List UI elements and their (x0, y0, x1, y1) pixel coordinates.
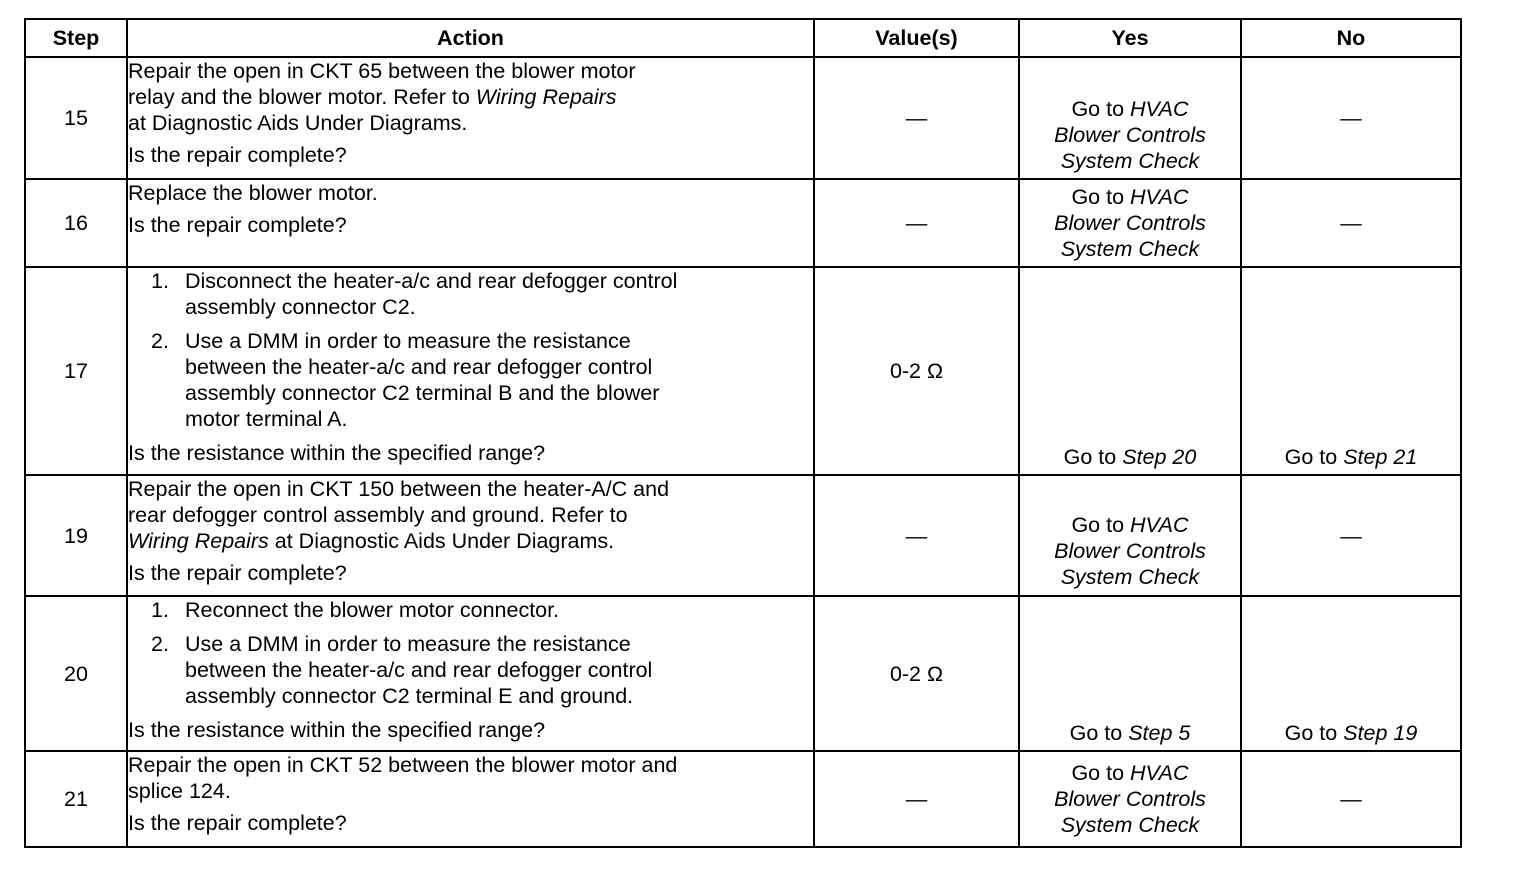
table-row (25, 179, 1461, 267)
no-cell: — (1241, 179, 1461, 267)
action-question: Is the repair complete? (128, 561, 347, 585)
yes-link[interactable]: Step 20 (1122, 445, 1197, 469)
yes-link[interactable]: HVAC (1130, 185, 1189, 209)
action-cell (127, 179, 814, 267)
yes-link[interactable]: HVAC (1130, 761, 1189, 785)
no-link[interactable]: Step 21 (1343, 445, 1418, 469)
action-text: rear defogger control assembly and ground. Refer to (128, 503, 628, 527)
yes-cell: Go to HVAC Blower Controls System Check (1019, 57, 1241, 179)
yes-link[interactable]: System Check (1060, 813, 1200, 837)
action-text: Repair the open in CKT 52 between the blower motor and (128, 753, 678, 777)
yes-cell: Go to HVAC Blower Controls System Check (1019, 751, 1241, 847)
yes-link[interactable]: System Check (1060, 564, 1200, 589)
no-link[interactable]: Step 19 (1343, 721, 1418, 745)
header-values: Value(s) (814, 19, 1019, 57)
action-question: Is the resistance within the specified range? (128, 718, 546, 742)
step-number: 16 (25, 179, 127, 267)
action-cell (127, 751, 814, 847)
table-row (25, 57, 1461, 179)
yes-link[interactable]: Blower Controls (1054, 123, 1206, 147)
substep-item: 2. Use a DMM in order to measure the resistance between the heater-a/c and rear defogger control assembly connector C2 terminal B and the blower motor terminal A. (151, 329, 660, 431)
value-cell: — (814, 751, 1019, 847)
value-cell: — (814, 179, 1019, 267)
yes-link[interactable]: System Check (1060, 237, 1200, 261)
diagnostic-table (24, 18, 1462, 848)
step-number: 15 (25, 57, 127, 179)
header-action: Action (127, 19, 814, 57)
value-cell: 0-2 Ω (814, 596, 1019, 751)
yes-link[interactable]: HVAC (1130, 512, 1189, 537)
header-step: Step (25, 19, 127, 57)
yes-cell: Go to Step 20 (1019, 267, 1241, 475)
table-row (25, 267, 1461, 475)
action-text: Repair the open in CKT 150 between the heater-A/C and (128, 477, 670, 501)
action-text: relay and the blower motor. Refer to Wiring Repairs (128, 85, 617, 109)
action-cell (127, 475, 814, 596)
value-cell: — (814, 57, 1019, 179)
action-question: Is the resistance within the specified range? (128, 441, 546, 465)
table-row (25, 596, 1461, 751)
action-text: splice 124. (128, 779, 231, 803)
yes-link[interactable]: Blower Controls (1054, 787, 1206, 811)
step-number: 19 (25, 475, 127, 596)
substep-item: 2. Use a DMM in order to measure the resistance between the heater-a/c and rear defogger control assembly connector C2 terminal E and ground. (151, 632, 653, 708)
action-cell (127, 57, 814, 179)
yes-link[interactable]: Step 5 (1128, 721, 1191, 745)
substep-list (128, 597, 813, 709)
action-cell (127, 596, 814, 751)
yes-link[interactable]: Blower Controls (1054, 211, 1206, 235)
action-question: Is the repair complete? (128, 811, 347, 835)
yes-link[interactable]: HVAC (1130, 97, 1189, 121)
value-cell: 0-2 Ω (814, 267, 1019, 475)
no-cell: Go to Step 21 (1241, 267, 1461, 475)
header-no: No (1241, 19, 1461, 57)
step-number: 20 (25, 596, 127, 751)
action-cell (127, 267, 814, 475)
yes-cell: Go to HVAC Blower Controls System Check (1019, 179, 1241, 267)
action-question: Is the repair complete? (128, 213, 347, 237)
yes-link[interactable]: Blower Controls (1054, 538, 1206, 563)
substep-list (128, 268, 813, 432)
reference-link[interactable]: Wiring Repairs (128, 529, 269, 553)
no-cell: Go to Step 19 (1241, 596, 1461, 751)
yes-cell: Go to Step 5 (1019, 596, 1241, 751)
action-question: Is the repair complete? (128, 143, 347, 167)
action-text: at Diagnostic Aids Under Diagrams. (128, 111, 468, 135)
header-yes: Yes (1019, 19, 1241, 57)
action-text: Replace the blower motor. (128, 181, 378, 205)
table-row (25, 751, 1461, 847)
action-text: Repair the open in CKT 65 between the blower motor (128, 59, 636, 83)
value-cell: — (814, 475, 1019, 596)
no-cell: — (1241, 475, 1461, 596)
no-cell: — (1241, 751, 1461, 847)
substep-item: 1. Reconnect the blower motor connector. (151, 598, 560, 622)
action-text: Wiring Repairs at Diagnostic Aids Under Diagrams. (128, 529, 615, 553)
step-number: 17 (25, 267, 127, 475)
reference-link[interactable]: Wiring Repairs (475, 85, 617, 109)
step-number: 21 (25, 751, 127, 847)
header-row (25, 19, 1461, 57)
table-row (25, 475, 1461, 596)
substep-item: 1. Disconnect the heater-a/c and rear defogger control assembly connector C2. (151, 269, 678, 319)
yes-link[interactable]: System Check (1060, 149, 1200, 173)
no-cell: — (1241, 57, 1461, 179)
yes-cell: Go to HVAC Blower Controls System Check (1019, 475, 1241, 596)
